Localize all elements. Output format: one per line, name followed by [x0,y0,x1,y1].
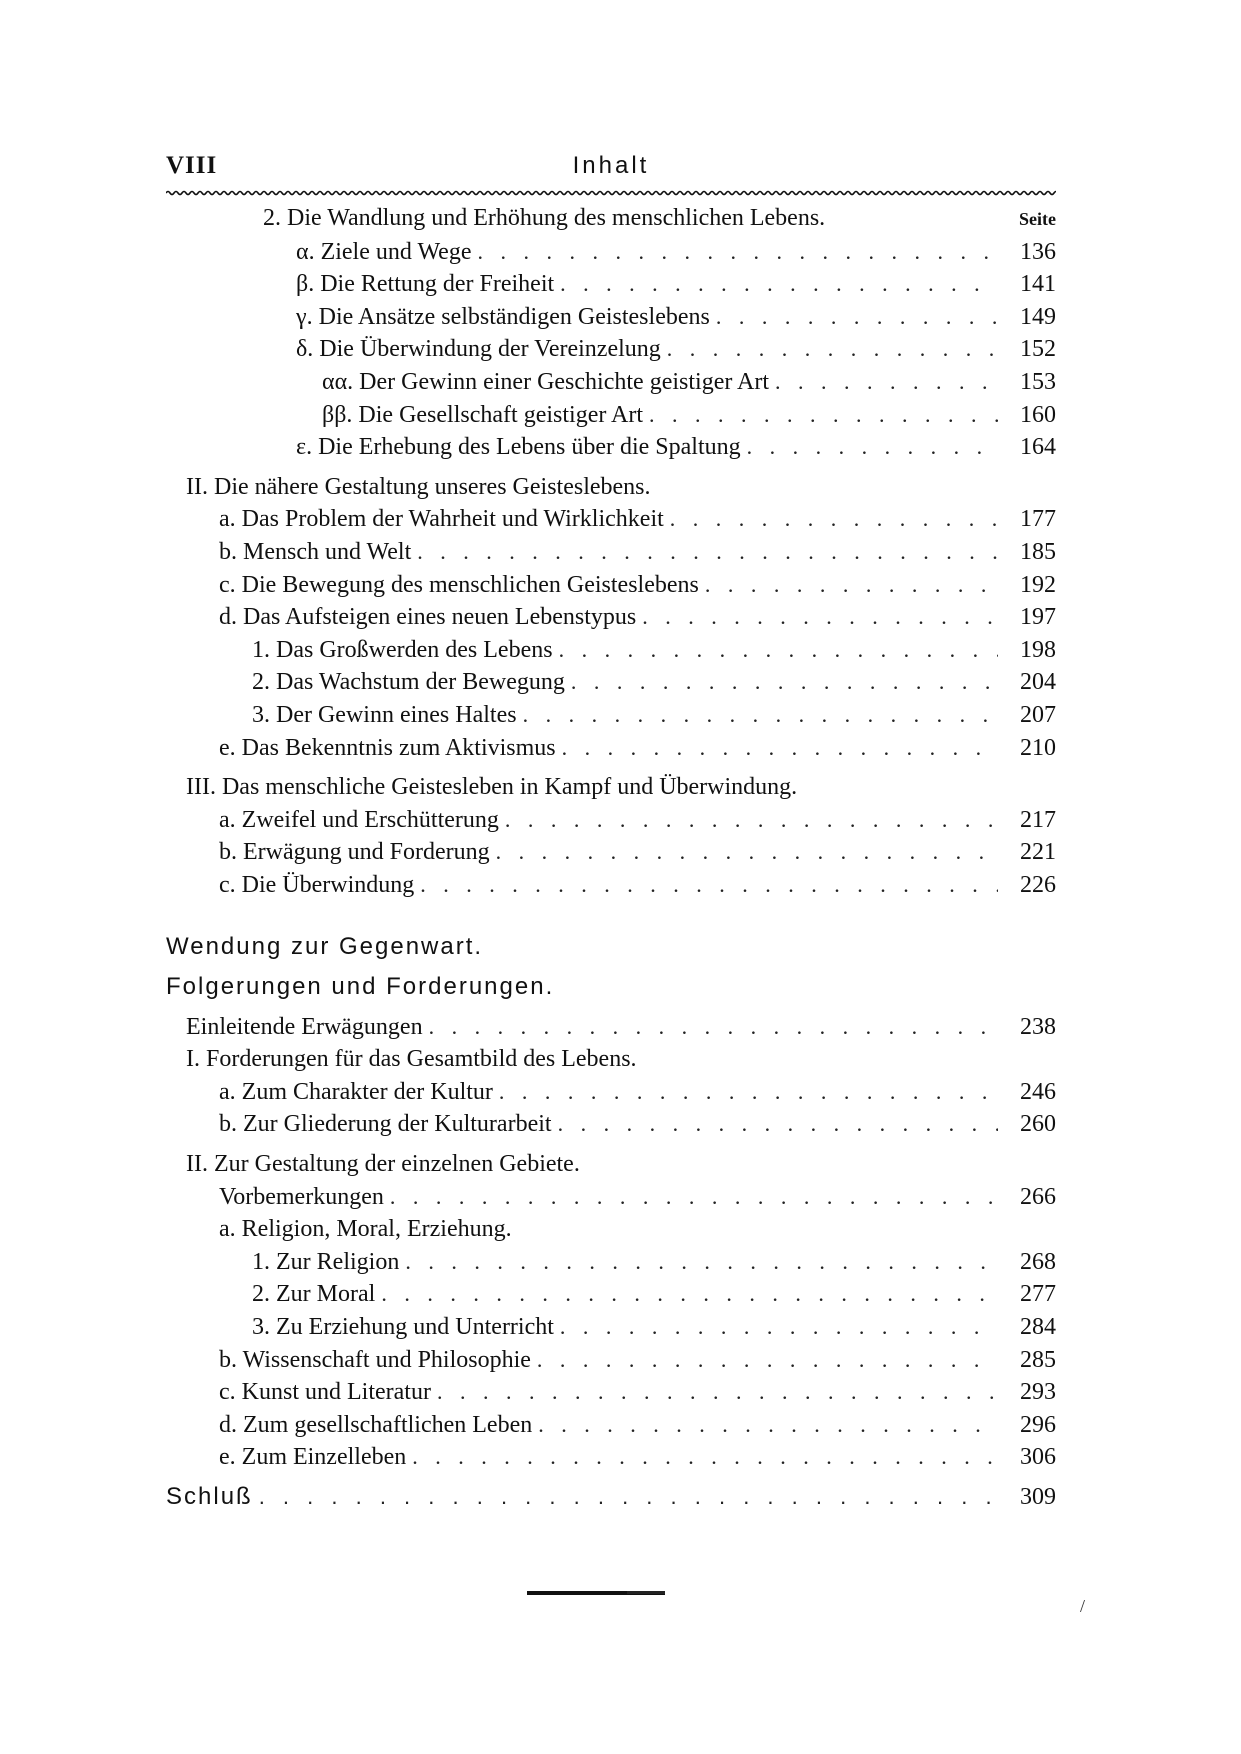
section-heading-wendung: Wendung zur Gegenwart. [166,933,484,961]
toc-entry: β. Die Rettung der Freiheit . . . 141 [166,268,1056,301]
toc-entry: 1. Das Großwerden des Lebens . . . 198 [166,634,1056,667]
toc-entry: a. Das Problem der Wahrheit und Wirklichkeit . . . 177 [166,503,1056,536]
toc-entry: ββ. Die Gesellschaft geistiger Art . . . 160 [166,399,1056,432]
toc-entry: Einleitende Erwägungen . . . 238 [166,1011,1056,1044]
toc-entry: a. Zweifel und Erschütterung . . . 217 [166,804,1056,837]
page-folio: VIII [166,152,218,179]
toc-entry: d. Das Aufsteigen eines neuen Lebenstypus . . . 197 [166,601,1056,634]
toc-entry: b. Wissenschaft und Philosophie . . . 285 [166,1344,1056,1377]
toc-entry: c. Die Überwindung . . . 226 [166,869,1056,902]
toc-heading-part-3: III. Das menschliche Geistesleben in Kampf und Überwindung. [186,774,798,801]
toc-entry: 2. Das Wachstum der Bewegung . . . 204 [166,666,1056,699]
toc-heading-wandlung: 2. Die Wandlung und Erhöhung des menschlichen Lebens. Seite [166,202,1056,236]
toc-entry: b. Zur Gliederung der Kulturarbeit . . . 260 [166,1108,1056,1141]
toc-entry: Vorbemerkungen . . . 266 [166,1181,1056,1214]
toc-entry: 2. Zur Moral . . . 277 [166,1278,1056,1311]
toc-heading-part-2: II. Die nähere Gestaltung unseres Geisteslebens. [186,473,651,500]
toc-entry: e. Zum Einzelleben . . . 306 [166,1441,1056,1474]
table-of-contents [166,202,1056,1514]
page-header [166,152,1056,192]
seite-label: Seite [1019,209,1056,229]
toc-entry: c. Kunst und Literatur . . . 293 [166,1376,1056,1409]
wavy-rule [166,188,1056,198]
toc-entry: b. Mensch und Welt . . . 185 [166,536,1056,569]
toc-entry: c. Die Bewegung des menschlichen Geisteslebens . . . 192 [166,569,1056,602]
toc-entry: 3. Der Gewinn eines Haltes . . . 207 [166,699,1056,732]
toc-entry: a. Zum Charakter der Kultur . . . 246 [166,1076,1056,1109]
toc-entry: d. Zum gesellschaftlichen Leben . . . 296 [166,1409,1056,1442]
toc-entry: α. Ziele und Wege . . . 136 [166,236,1056,269]
section-heading-folgerungen: Folgerungen und Forderungen. [166,973,555,1001]
toc-entry: δ. Die Überwindung der Vereinzelung . . . 152 [166,333,1056,366]
running-title: Inhalt [572,152,650,179]
toc-entry: ε. Die Erhebung des Lebens über die Spaltung . . . 164 [166,431,1056,464]
stray-mark: / [1080,1596,1086,1616]
toc-entry: 1. Zur Religion . . . 268 [166,1246,1056,1279]
toc-entry-schluss: Schluß . . . 309 [166,1481,1056,1514]
toc-entry: e. Das Bekenntnis zum Aktivismus . . . 210 [166,732,1056,765]
toc-heading-gestaltung: II. Zur Gestaltung der einzelnen Gebiete. [186,1151,580,1178]
footer-rule [527,1591,665,1595]
toc-entry: 3. Zu Erziehung und Unterricht . . . 284 [166,1311,1056,1344]
toc-entry: b. Erwägung und Forderung . . . 221 [166,836,1056,869]
toc-entry: αα. Der Gewinn einer Geschichte geistiger Art . . . 153 [166,366,1056,399]
toc-entry: γ. Die Ansätze selbständigen Geisteslebens . . . 149 [166,301,1056,334]
toc-heading-forderungen: I. Forderungen für das Gesamtbild des Lebens. [186,1046,637,1073]
toc-subheading-religion: a. Religion, Moral, Erziehung. [219,1216,512,1243]
